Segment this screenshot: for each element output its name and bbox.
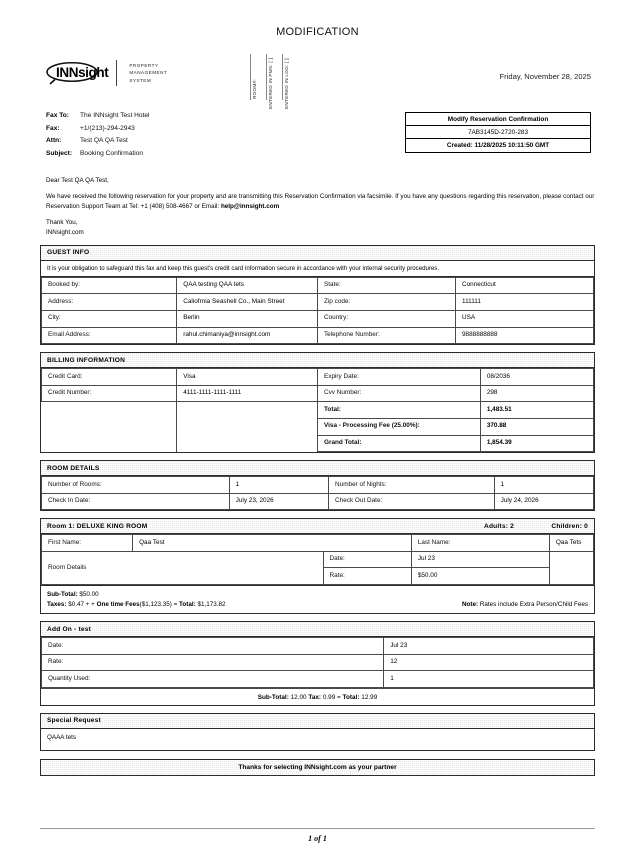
addon-date-value: Jul 23 bbox=[384, 638, 594, 655]
processing-fee-label: Visa - Processing Fee (25.00%): bbox=[317, 418, 480, 435]
addon-tax-label: Tax: bbox=[308, 693, 322, 701]
addon-table bbox=[41, 637, 594, 688]
room-details-table bbox=[41, 476, 594, 510]
guest-info-heading: GUEST INFO bbox=[41, 246, 594, 261]
fax-to-label: Fax To: bbox=[46, 112, 69, 119]
addon-rate-label: Rate: bbox=[42, 654, 384, 671]
billing-table bbox=[41, 368, 594, 452]
number-of-rooms-label: Number of Rooms: bbox=[42, 476, 230, 493]
room-1-onetime-value: ($1,123.35) = bbox=[139, 600, 178, 608]
check-out-date-value: July 24, 2026 bbox=[494, 493, 593, 510]
logo-text-inn: INN bbox=[56, 65, 79, 81]
logo-tagline-line3: SYSTEM bbox=[129, 77, 152, 83]
room-1-adults: Adults: 2 bbox=[483, 522, 514, 530]
number-of-rooms-value: 1 bbox=[229, 476, 328, 493]
page-footer bbox=[40, 828, 595, 843]
booked-by-label: Booked by: bbox=[42, 277, 177, 294]
table-row bbox=[42, 327, 594, 344]
guest-info-notice: It is your obligation to safeguard this fax and keep this guest's credit card information secure in accordance with your internal security procedures. bbox=[41, 261, 594, 277]
confirmation-title: Modify Reservation Confirmation bbox=[406, 113, 590, 126]
room-1-rate-label: Rate: bbox=[323, 568, 411, 585]
room-1-onetime-label: One time Fees bbox=[96, 600, 140, 608]
room-1-children: Children: 0 bbox=[551, 522, 588, 530]
country-value: USA bbox=[455, 310, 593, 327]
credit-number-value: 4111-1111-1111-1111 bbox=[177, 385, 318, 402]
processing-fee-value: 370.88 bbox=[480, 418, 593, 435]
city-label: City: bbox=[42, 310, 177, 327]
attn-row bbox=[46, 135, 150, 148]
room-1-heading-bar bbox=[41, 519, 594, 534]
addon-subtotal-label: Sub-Total: bbox=[257, 693, 289, 701]
last-name-label: Last Name: bbox=[411, 534, 549, 551]
fax-header-zone bbox=[40, 110, 595, 172]
signoff-thanks: Thank You, bbox=[46, 219, 78, 227]
special-request-section bbox=[40, 713, 595, 751]
special-request-heading: Special Request bbox=[41, 714, 594, 729]
innsight-logo bbox=[46, 60, 167, 86]
room-1-subtotal-line bbox=[47, 590, 588, 600]
fax-to-row bbox=[46, 110, 150, 123]
logo-tagline bbox=[129, 62, 167, 84]
room-details-section bbox=[40, 460, 595, 511]
total-label: Total: bbox=[317, 402, 480, 419]
grand-total-label: Grand Total: bbox=[317, 435, 480, 452]
room-1-subtotal-value: $50.00 bbox=[79, 590, 99, 598]
confirmation-number: 7AB3145D-2720-283 bbox=[406, 126, 590, 139]
table-row bbox=[42, 671, 594, 688]
room-1-total-label: Total: bbox=[179, 600, 196, 608]
addon-total-label: Total: bbox=[342, 693, 360, 701]
document-header bbox=[40, 46, 595, 108]
table-row bbox=[42, 476, 594, 493]
addon-subtotal-value: 12.00 bbox=[290, 693, 307, 701]
state-label: State: bbox=[317, 277, 455, 294]
addon-heading: Add On - test bbox=[41, 622, 594, 637]
state-value: Connecticut bbox=[455, 277, 593, 294]
footer-divider bbox=[40, 828, 595, 829]
stamp-room-number: ROOM#: bbox=[252, 79, 257, 99]
room-1-note bbox=[462, 600, 588, 610]
table-row bbox=[42, 368, 594, 385]
city-value: Berlin bbox=[177, 310, 318, 327]
addon-quantity-value: 1 bbox=[384, 671, 594, 688]
page-title: MODIFICATION bbox=[276, 26, 359, 38]
room-1-subtotal-label: Sub-Total: bbox=[47, 590, 78, 598]
fax-value: +1/(213)-294-2943 bbox=[80, 124, 135, 132]
special-request-value: QAAA tets bbox=[47, 733, 77, 741]
total-value: 1,483.51 bbox=[480, 402, 593, 419]
room-details-heading: ROOM DETAILS bbox=[41, 461, 594, 476]
fax-label: Fax: bbox=[46, 124, 60, 132]
subject-label: Subject: bbox=[46, 149, 73, 157]
room-1-empty-cell bbox=[549, 551, 593, 584]
table-row bbox=[42, 534, 594, 551]
thanks-banner: Thanks for selecting INNsight.com as your partner bbox=[40, 759, 595, 777]
room-1-note-value: Rates include Extra Person/Child Fees bbox=[479, 600, 588, 608]
table-row bbox=[42, 294, 594, 311]
zip-code-value: 111111 bbox=[455, 294, 593, 311]
zip-code-label: Zip code: bbox=[317, 294, 455, 311]
table-row bbox=[42, 654, 594, 671]
letter-paragraph-text: We have received the following reservation for your property and are transmitting this Reservation Confirmation via facsimile. If you have any questions regarding this reservation, please contact our Reservation Support Team at Tel: +1 (408) 508-4667 or Email: bbox=[46, 193, 595, 210]
room-1-totals-band bbox=[41, 585, 594, 614]
room-1-rate-value: $50.00 bbox=[411, 568, 549, 585]
room-1-taxes-label: Taxes: bbox=[47, 600, 67, 608]
addon-total-value: 12.99 bbox=[361, 693, 378, 701]
billing-heading: BILLING INFORMATION bbox=[41, 353, 594, 368]
booked-by-value: QAA testing QAA tets bbox=[177, 277, 318, 294]
page-number: 1 of 1 bbox=[308, 834, 327, 843]
address-value: Caliofrnia Seashell Co., Main Street bbox=[177, 294, 318, 311]
stamp-entered-in-log: ENTERED IN LOG: [ ] bbox=[284, 58, 289, 109]
table-row bbox=[42, 277, 594, 294]
fax-number-row bbox=[46, 123, 150, 136]
first-name-label: First Name: bbox=[42, 534, 133, 551]
table-row bbox=[42, 638, 594, 655]
telephone-label: Telephone Number: bbox=[317, 327, 455, 344]
last-name-value: Qaa Tets bbox=[549, 534, 593, 551]
room-1-date-label: Date: bbox=[323, 551, 411, 568]
table-row bbox=[42, 385, 594, 402]
fax-to-value: The INNsight Test Hotel bbox=[80, 112, 150, 119]
billing-spacer-cell-2 bbox=[177, 402, 318, 452]
table-row bbox=[42, 551, 594, 568]
addon-section bbox=[40, 621, 595, 705]
check-in-date-value: July 23, 2026 bbox=[229, 493, 328, 510]
room-1-title: Room 1: DELUXE KING ROOM bbox=[47, 522, 148, 530]
expiry-date-value: 08/2036 bbox=[480, 368, 593, 385]
room-1-taxes-value: $0.47 + + bbox=[68, 600, 95, 608]
logo-text-sight: sight bbox=[78, 65, 109, 81]
confirmation-box bbox=[405, 112, 591, 153]
grand-total-value: 1,854.39 bbox=[480, 435, 593, 452]
telephone-value: 9888888888 bbox=[455, 327, 593, 344]
entry-stamp-block bbox=[248, 42, 328, 118]
stamp-entered-in-pms: ENTERED IN PMS: [ ] bbox=[268, 57, 273, 109]
billing-information-section bbox=[40, 352, 595, 453]
expiry-date-label: Expiry Date: bbox=[317, 368, 480, 385]
room-1-note-label: Note: bbox=[462, 600, 479, 608]
address-label: Address: bbox=[42, 294, 177, 311]
addon-quantity-label: Quantity Used: bbox=[42, 671, 384, 688]
guest-info-section bbox=[40, 245, 595, 345]
table-row bbox=[42, 493, 594, 510]
confirmation-created: Created: 11/28/2025 10:11:50 GMT bbox=[446, 141, 550, 149]
subject-value: Booking Confirmation bbox=[80, 149, 144, 157]
number-of-nights-label: Number of Nights: bbox=[329, 476, 495, 493]
room-1-total-value: $1,173.82 bbox=[197, 600, 226, 608]
first-name-value: Qaa Test bbox=[133, 534, 412, 551]
signoff-company: INNsight.com bbox=[46, 229, 84, 237]
table-row bbox=[42, 310, 594, 327]
fax-details-list bbox=[46, 110, 150, 161]
check-out-date-label: Check Out Date: bbox=[329, 493, 495, 510]
cvv-number-value: 298 bbox=[480, 385, 593, 402]
letter-body bbox=[46, 176, 595, 238]
subject-row bbox=[46, 148, 150, 161]
number-of-nights-value: 1 bbox=[494, 476, 593, 493]
cvv-number-label: Cvv Number: bbox=[317, 385, 480, 402]
email-address-label: Email Address: bbox=[42, 327, 177, 344]
addon-totals-band bbox=[41, 688, 594, 705]
addon-rate-value: 12 bbox=[384, 654, 594, 671]
attn-label: Attn: bbox=[46, 137, 62, 145]
support-email: help@innsight.com bbox=[220, 202, 280, 210]
letter-signoff bbox=[46, 218, 595, 238]
attn-value: Test QA QA Test bbox=[80, 137, 128, 145]
addon-date-label: Date: bbox=[42, 638, 384, 655]
document-date: Friday, November 28, 2025 bbox=[499, 72, 591, 81]
logo-tagline-line2: MANAGEMENT bbox=[129, 70, 168, 76]
credit-number-label: Credit Number: bbox=[42, 385, 177, 402]
room-1-date-value: Jul 23 bbox=[411, 551, 549, 568]
credit-card-label: Credit Card: bbox=[42, 368, 177, 385]
logo-tagline-line1: PROPERTY bbox=[129, 62, 159, 68]
check-in-date-label: Check In Date: bbox=[42, 493, 230, 510]
country-label: Country: bbox=[317, 310, 455, 327]
logo-divider bbox=[116, 60, 117, 86]
addon-tax-value: 0.99 = bbox=[322, 693, 341, 701]
table-row bbox=[42, 402, 594, 419]
letter-greeting: Dear Test QA QA Test, bbox=[46, 177, 109, 184]
room-1-table bbox=[41, 534, 594, 585]
billing-spacer-cell bbox=[42, 402, 177, 452]
letter-paragraph bbox=[46, 192, 595, 211]
room-1-section bbox=[40, 518, 595, 614]
guest-info-table bbox=[41, 277, 594, 345]
email-address-value: rahul.chimaniya@innsight.com bbox=[177, 327, 318, 344]
credit-card-value: Visa bbox=[177, 368, 318, 385]
room-details-label: Room Details bbox=[42, 551, 324, 584]
